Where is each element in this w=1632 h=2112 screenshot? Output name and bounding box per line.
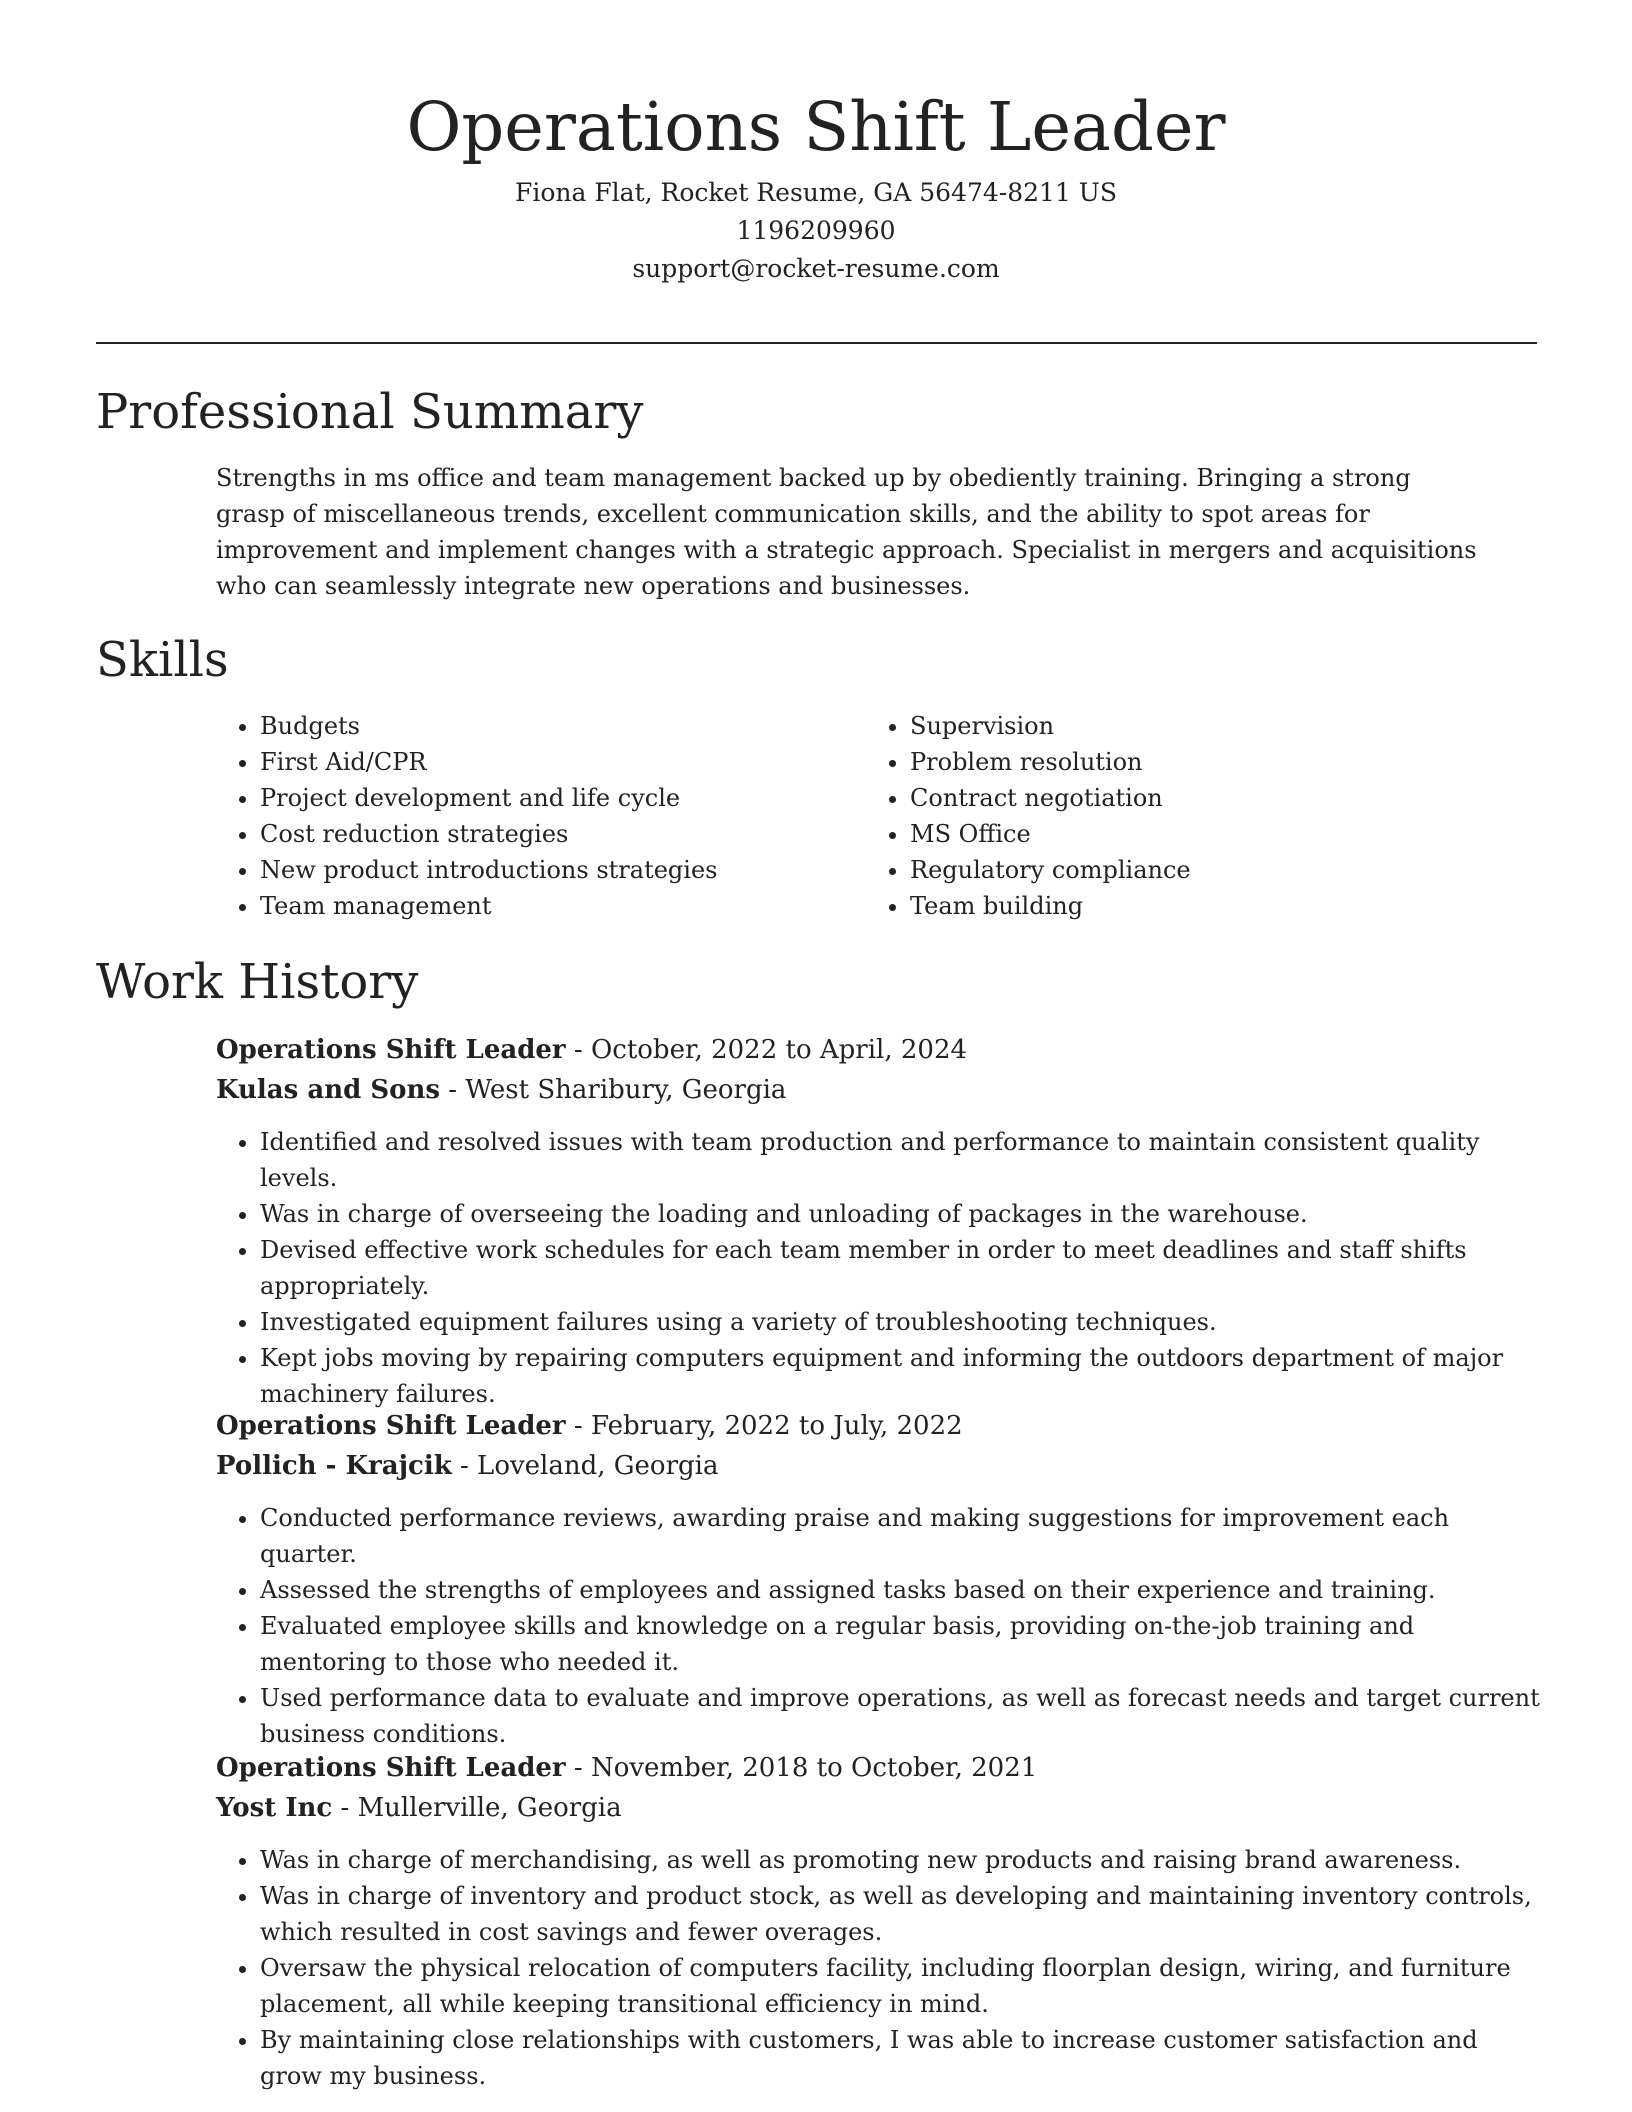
job-title-line (216, 1406, 1546, 1446)
job-duty: • Evaluated employee skills and knowledge on a regular basis, providing on-the-job training and mentoring to those who needed it. (260, 1608, 1546, 1680)
job-entry (216, 1030, 1546, 1412)
job-duty: • Conducted performance reviews, awarding praise and making suggestions for improvement each quarter. (260, 1500, 1546, 1572)
skills-column-left (216, 708, 866, 924)
job-entry (216, 1748, 1546, 2094)
job-duty: • Devised effective work schedules for each team member in order to meet deadlines and staff shifts appropriately. (260, 1232, 1546, 1304)
job-company: Pollich - Krajcik (216, 1451, 452, 1481)
job-duty: • Assessed the strengths of employees and assigned tasks based on their experience and training. (260, 1572, 1546, 1608)
job-location: - Mullerville, Georgia (332, 1793, 622, 1823)
contact-email: support@rocket-resume.com (632, 254, 1000, 283)
job-company: Kulas and Sons (216, 1075, 440, 1105)
job-duty: • Was in charge of inventory and product stock, as well as developing and maintaining inventory controls, which resulted in cost savings and fewer overages. (260, 1878, 1546, 1950)
resume-name: Operations Shift Leader (406, 88, 1226, 166)
skill-item: • Contract negotiation (910, 780, 1516, 816)
header-divider (96, 342, 1537, 344)
skill-item: • Cost reduction strategies (260, 816, 866, 852)
skill-item: • New product introductions strategies (260, 852, 866, 888)
job-company-line (216, 1788, 1546, 1828)
skill-item: • Problem resolution (910, 744, 1516, 780)
skill-item: • Team building (910, 888, 1516, 924)
summary-text: Strengths in ms office and team management backed up by obediently training. Bringing a strong grasp of miscellaneous trends, excellent communication skills, and the ability to spot areas for improvement and implement changes with a strategic approach. Specialist in mergers and acquisitions who can seamlessly integrate new operations and businesses. (216, 464, 1477, 600)
job-duty: • Identified and resolved issues with team production and performance to maintain consistent quality levels. (260, 1124, 1546, 1196)
job-role: Operations Shift Leader (216, 1035, 566, 1065)
work-history-heading: Work History (96, 954, 419, 1010)
job-duties (216, 1124, 1546, 1412)
skill-item: • Project development and life cycle (260, 780, 866, 816)
summary-heading: Professional Summary (96, 384, 644, 440)
skill-item: • Budgets (260, 708, 866, 744)
job-duty: • Oversaw the physical relocation of computers facility, including floorplan design, wiring, and furniture placement, all while keeping transitional efficiency in mind. (260, 1950, 1546, 2022)
job-entry (216, 1406, 1546, 1752)
skill-item: • Team management (260, 888, 866, 924)
job-duty: • Investigated equipment failures using a variety of troubleshooting techniques. (260, 1304, 1546, 1340)
job-location: - West Sharibury, Georgia (439, 1075, 787, 1105)
job-title-line (216, 1030, 1546, 1070)
job-role: Operations Shift Leader (216, 1753, 566, 1783)
skills-list (216, 708, 1546, 924)
job-duties (216, 1842, 1546, 2094)
skill-item: • Regulatory compliance (910, 852, 1516, 888)
job-location: - Loveland, Georgia (451, 1451, 719, 1481)
skill-item: • MS Office (910, 816, 1516, 852)
resume-header (0, 0, 1632, 288)
job-duty: • Kept jobs moving by repairing computers equipment and informing the outdoors department of major machinery failures. (260, 1340, 1546, 1412)
job-role: Operations Shift Leader (216, 1411, 566, 1441)
job-duties (216, 1500, 1546, 1752)
job-dates: - October, 2022 to April, 2024 (565, 1035, 968, 1065)
job-title-line (216, 1748, 1546, 1788)
skill-item: • Supervision (910, 708, 1516, 744)
skills-column-right (866, 708, 1516, 924)
job-dates: - November, 2018 to October, 2021 (565, 1753, 1038, 1783)
contact-phone: 1196209960 (736, 216, 896, 245)
skills-heading: Skills (96, 632, 229, 688)
job-dates: - February, 2022 to July, 2022 (565, 1411, 963, 1441)
contact-block (0, 174, 1632, 288)
job-company-line (216, 1446, 1546, 1486)
job-duty: • By maintaining close relationships with customers, I was able to increase customer satisfaction and grow my business. (260, 2022, 1546, 2094)
job-duty: • Was in charge of merchandising, as well as promoting new products and raising brand awareness. (260, 1842, 1546, 1878)
job-duty: • Was in charge of overseeing the loading and unloading of packages in the warehouse. (260, 1196, 1546, 1232)
job-company-line (216, 1070, 1546, 1110)
contact-address: Fiona Flat, Rocket Resume, GA 56474-8211 US (514, 178, 1117, 207)
skill-item: • First Aid/CPR (260, 744, 866, 780)
job-company: Yost Inc (216, 1793, 333, 1823)
job-duty: • Used performance data to evaluate and improve operations, as well as forecast needs and target current business conditions. (260, 1680, 1546, 1752)
